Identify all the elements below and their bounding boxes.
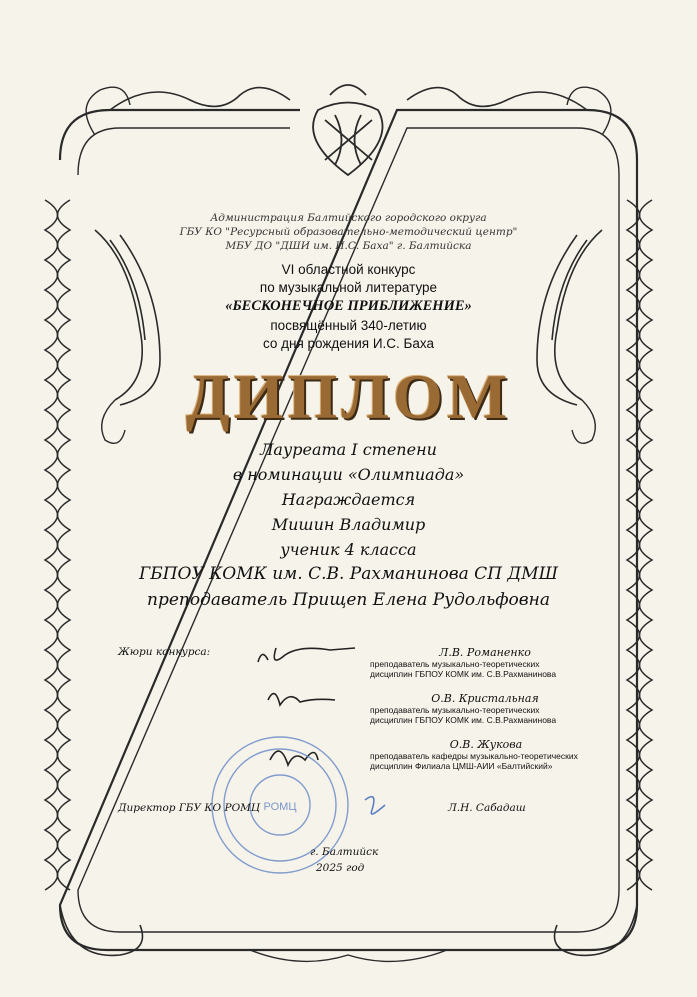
jury-label: Жюри конкурса: [118,646,211,658]
award-teacher: преподаватель Прищеп Елена Рудольфовна [147,590,550,610]
contest-line-4: со дня рождения И.С. Баха [262,336,435,351]
footer-city: г. Балтийск [310,846,379,858]
director-name: Л.Н. Сабадаш [448,802,526,814]
jury-member-position: преподаватель музыкально-теоретических [370,705,540,715]
contest-line-2: по музыкальной литературе [259,280,438,295]
award-degree: Лауреата I степени [260,440,437,459]
signature-2 [268,694,335,705]
contest-name: «БЕСКОНЕЧНОЕ ПРИБЛИЖЕНИЕ» [225,298,472,314]
org-line-1: Администрация Балтийского городского округа [210,212,487,224]
award-nomination: в номинации «Олимпиада» [232,465,465,484]
signature-1 [258,648,355,662]
contest-line-3: посвящённый 340-летию [270,318,427,333]
award-awarded: Награждается [281,490,416,509]
diploma-title: ДИПЛОМ [185,361,512,432]
jury-member-position: преподаватель музыкально-теоретических [370,659,540,669]
award-school: ГБПОУ КОМК им. С.В. Рахманинова СП ДМШ [138,564,559,584]
award-grade: ученик 4 класса [280,540,417,559]
contest-line-1: VI областной конкурс [281,262,416,277]
org-line-2: ГБУ КО "Ресурсный образовательно-методический центр" [179,226,518,238]
jury-member-name: Л.В. Романенко [439,646,531,659]
stamp-center-text: РОМЦ [263,801,297,813]
jury-member-name: О.В. Жукова [449,738,523,751]
jury-member-position: дисциплин Филиала ЦМШ-АИИ «Балтийский» [370,761,553,771]
award-recipient: Мишин Владимир [271,515,426,534]
jury-member-name: О.В. Кристальная [431,692,539,705]
org-line-3: МБУ ДО "ДШИ им. И.С. Баха" г. Балтийска [225,240,472,252]
jury-member-position: дисциплин ГБПОУ КОМК им. С.В.Рахманинова [370,715,557,725]
jury-member-position: преподаватель кафедры музыкально-теоретических [370,751,578,761]
jury-member-position: дисциплин ГБПОУ КОМК им. С.В.Рахманинова [370,669,557,679]
signature-director [365,797,385,814]
director-label: Директор ГБУ КО РОМЦ [118,802,261,814]
footer-year: 2025 год [316,862,365,874]
